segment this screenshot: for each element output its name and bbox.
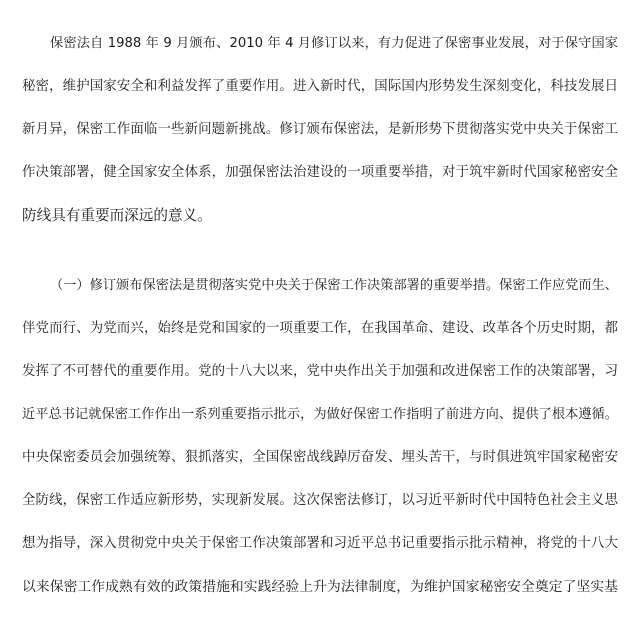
- paragraph-2-line-3: 发挥了不可替代的重要作用。党的十八大以来，党中央作出关于加强和改进保密工作的决策部署，习: [22, 364, 618, 379]
- paragraph-1-line-1: 保密法自 1988 年 9 月颁布、2010 年 4 月修订以来，有力促进了保密事业发展，对于保守国家: [50, 36, 618, 51]
- paragraph-1-line-4: 作决策部署，健全国家安全体系，加强保密法治建设的一项重要举措，对于筑牢新时代国家秘密安全: [22, 165, 618, 180]
- paragraph-2-line-4: 近平总书记就保密工作作出一系列重要指示批示，为做好保密工作指明了前进方向、提供了根本遵循。: [22, 407, 618, 422]
- paragraph-2-line-5: 中央保密委员会加强统筹、狠抓落实，全国保密战线踔厉奋发、埋头苦干，与时俱进筑牢国家秘密安: [22, 450, 618, 465]
- paragraph-2-line-2: 伴党而行、为党而兴，始终是党和国家的一项重要工作，在我国革命、建设、改革各个历史时期，都: [22, 321, 618, 336]
- paragraph-1-line-5: 防线具有重要而深远的意义。: [22, 207, 212, 224]
- paragraph-2-line-7: 想为指导，深入贯彻党中央关于保密工作决策部署和习近平总书记重要指示批示精神，将党的十八大: [22, 536, 618, 551]
- paragraph-2-line-6: 全防线，保密工作适应新形势，实现新发展。这次保密法修订，以习近平新时代中国特色社会主义思: [22, 493, 618, 508]
- paragraph-2-line-8: 以来保密工作成熟有效的政策措施和实践经验上升为法律制度，为维护国家秘密安全奠定了坚实基: [22, 579, 618, 595]
- paragraph-1-line-3: 新月异，保密工作面临一些新问题新挑战。修订颁布保密法，是新形势下贯彻落实党中央关于保密工: [22, 122, 618, 137]
- paragraph-1-line-2: 秘密，维护国家安全和利益发挥了重要作用。进入新时代，国际国内形势发生深刻变化，科技发展日: [22, 79, 618, 94]
- paragraph-2-line-1: （一）修订颁布保密法是贯彻落实党中央关于保密工作决策部署的重要举措。保密工作应党而生、: [50, 278, 618, 293]
